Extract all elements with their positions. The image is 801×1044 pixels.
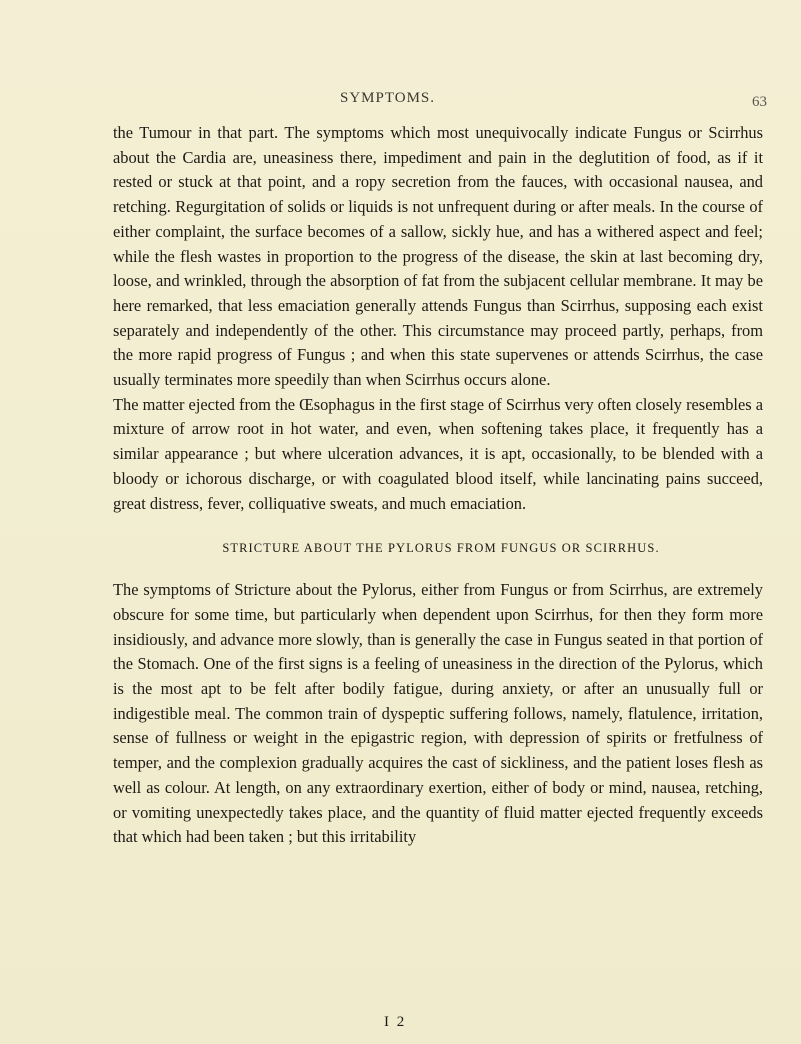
running-head — [0, 90, 801, 110]
paragraph-1: the Tumour in that part. The symptoms which most unequivocally indicate Fungus or Scirrhus about the Cardia are, uneasiness there, impediment and pain in the deglutition of food, as if it rested or stuck at that point, and a ropy secretion from the fauces, with occasional nausea, and retching. Regurgitation of solids or liquids is not unfrequent during or after meals. In the course of either complaint, the surface becomes of a sallow, sickly hue, and has a withered aspect and feel; while the flesh wastes in proportion to the progress of the disease, the skin at last becoming dry, loose, and wrinkled, through the absorption of fat from the subjacent cellular membrane. It may be here remarked, that less emaciation generally attends Fungus than Scirrhus, supposing each exist separately and independently of the other. This circumstance may proceed partly, perhaps, from the more rapid progress of Fungus ; and when this state supervenes or attends Scirrhus, the case usually terminates more speedily than when Scirrhus occurs alone. — [113, 123, 763, 390]
section-paragraph: The symptoms of Stricture about the Pylorus, either from Fungus or from Scirrhus, are extremely obscure for some time, but particularly when dependent upon Scirrhus, for then they form more insidiously, and advance more slowly, than is generally the case in Fungus seated in that portion of the Stomach. One of the first signs is a feeling of uneasiness in the direction of the Pylorus, which is the most apt to be felt after bodily fatigue, during anxiety, or after an unusually full or indigestible meal. The common train of dyspeptic suffering follows, namely, flatulence, irritation, sense of fullness or weight in the epigastric region, with depression of spirits or fretfulness of temper, and the complexion gradually acquires the cast of sickliness, and the patient loses flesh as well as colour. At length, on any extraordinary exertion, either of body or mind, nausea, retching, or vomiting unexpectedly takes place, and the quantity of fluid matter ejected frequently exceeds that which had been taken ; but this irritability — [113, 580, 763, 847]
section-heading: STRICTURE ABOUT THE PYLORUS FROM FUNGUS OR SCIRRHUS. — [222, 541, 660, 556]
running-title: SYMPTOMS. — [340, 90, 436, 106]
signature-mark: I 2 — [384, 1014, 407, 1030]
paragraph-2: The matter ejected from the Œsophagus in the first stage of Scirrhus very often closely resembles a mixture of arrow root in hot water, and even, when softening takes place, it frequently has a similar appearance ; but where ulceration advances, it is apt, occasionally, to be blended with a bloody or ichorous discharge, or with coagulated blood itself, while lancinating pains succeed, great distress, fever, colliquative sweats, and much emaciation. — [113, 394, 763, 513]
page-number: 63 — [752, 94, 767, 110]
body-text — [113, 121, 763, 850]
